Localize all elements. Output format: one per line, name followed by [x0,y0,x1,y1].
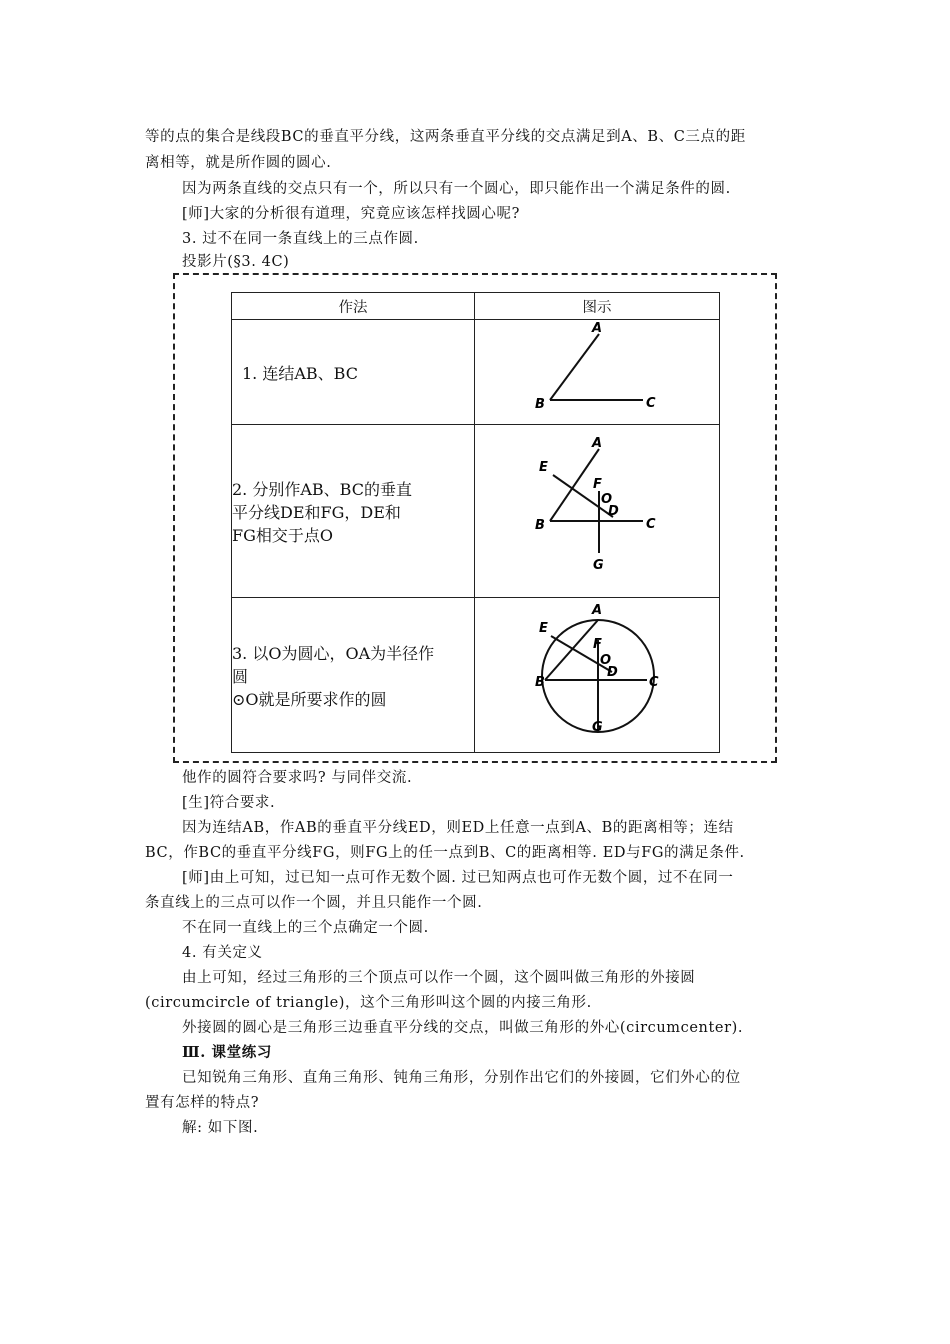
table-row [232,425,720,598]
figure-step-1 [475,320,720,420]
figure-step-2 [475,425,720,593]
step-2-line-3: FG相交于点O [232,525,334,545]
figure-cell [475,425,720,598]
label-g: G [592,720,603,735]
figure-step-3 [475,598,720,748]
exercise-line: 置有怎样的特点? [145,1095,260,1111]
student-line: [生]符合要求. [182,795,276,811]
label-f: F [593,477,602,492]
step-cell [232,320,475,425]
conclusion-line: 不在同一直线上的三个点确定一个圆. [182,920,429,936]
label-a: A [592,436,603,451]
figure-cell [475,320,720,425]
label-a: A [592,321,603,336]
section-heading: Ⅲ. 课堂练习 [182,1044,272,1061]
label-o: O [600,653,612,668]
teacher-line: [师]大家的分析很有道理，究竟应该怎样找圆心呢? [182,206,520,222]
paragraph-line: 因为连结AB，作AB的垂直平分线ED，则ED上任意一点到A、B的距离相等；连结 [182,820,734,836]
table-row [232,598,720,753]
label-d: D [608,504,619,519]
header-method: 作法 [232,293,475,320]
step-2-line-2: 平分线DE和FG，DE和 [232,502,401,522]
step-cell [232,425,475,598]
table-row [232,320,720,425]
label-c: C [649,675,659,690]
label-d: D [607,665,618,680]
label-o: O [601,492,613,507]
paragraph-line: BC，作BC的垂直平分线FG，则FG上的任一点到B、C的距离相等. ED与FG的满足条件. [145,845,745,861]
label-c: C [646,396,656,411]
label-b: B [535,518,545,533]
teacher-line: [师]由上可知，过已知一点可作无数个圆. 过已知两点也可作无数个圆，过不在同一 [182,870,734,886]
construction-table [231,292,720,753]
paragraph-line: 因为两条直线的交点只有一个，所以只有一个圆心，即只能作出一个满足条件的圆. [182,181,731,197]
paragraph-line: 等的点的集合是线段BC的垂直平分线，这两条垂直平分线的交点满足到A、B、C三点的距 [145,129,746,145]
label-c: C [646,517,656,532]
label-b: B [535,675,545,690]
exercise-line: 已知锐角三角形、直角三角形、钝角三角形，分别作出它们的外接圆，它们外心的位 [182,1070,741,1086]
paragraph-line: (circumcircle of triangle)，这个三角形叫这个圆的内接三角形. [145,995,592,1011]
step-3-line-2: 圆 [232,666,249,686]
label-e: E [539,621,548,636]
step-cell [232,598,475,753]
section-heading: 3. 过不在同一条直线上的三点作圆. [182,231,419,247]
header-figure: 图示 [475,293,720,320]
section-heading: 4. 有关定义 [182,945,263,961]
label-a: A [592,603,603,618]
label-b: B [535,397,545,412]
question-line: 他作的圆符合要求吗? 与同伴交流. [182,770,413,786]
table-header-row [232,293,720,320]
paragraph-line: 由上可知，经过三角形的三个顶点可以作一个圆，这个圆叫做三角形的外接圆 [182,970,696,986]
step-2-line-1: 2. 分别作AB、BC的垂直 [232,479,412,499]
step-1-text: 1. 连结AB、BC [242,363,358,383]
paragraph-line: 外接圆的圆心是三角形三边垂直平分线的交点，叫做三角形的外心(circumcenter). [182,1020,744,1036]
step-3-line-1: 3. 以O为圆心，OA为半径作 [232,643,435,663]
projection-label: 投影片(§3. 4C) [182,254,290,270]
paragraph-line: 条直线上的三点可以作一个圆，并且只能作一个圆. [145,895,483,911]
label-g: G [593,558,604,573]
solution-line: 解: 如下图. [182,1120,259,1136]
label-f: F [593,637,602,652]
figure-cell [475,598,720,753]
step-3-line-3: ⊙O就是所要求作的圆 [232,689,387,709]
paragraph-line: 离相等，就是所作圆的圆心. [145,155,332,171]
label-e: E [539,460,548,475]
